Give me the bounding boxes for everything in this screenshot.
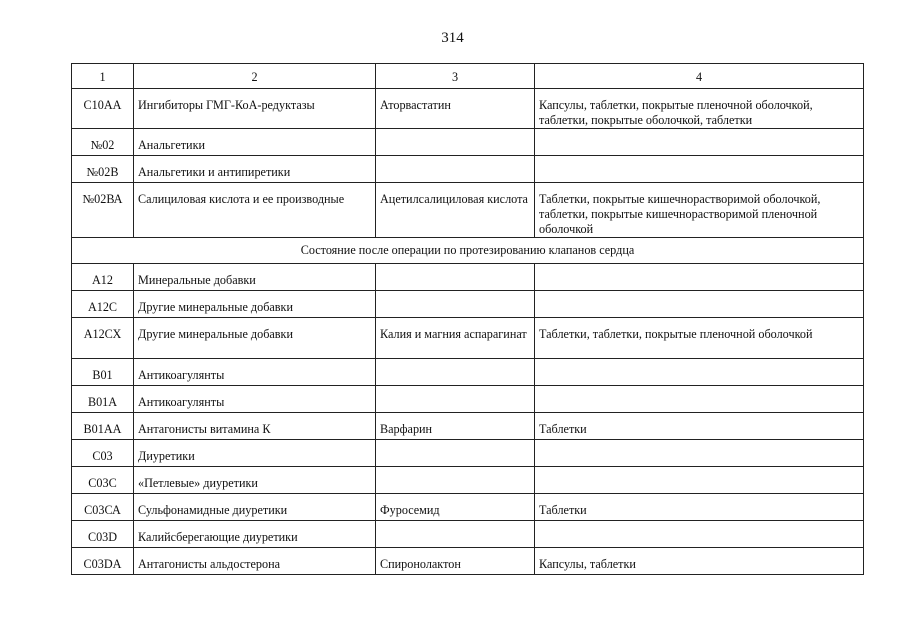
table-row bbox=[72, 183, 864, 238]
substance-cell bbox=[376, 521, 535, 548]
dosage-form-cell bbox=[535, 440, 864, 467]
dosage-form-cell bbox=[535, 156, 864, 183]
substance-cell bbox=[376, 359, 535, 386]
dosage-form-cell bbox=[535, 264, 864, 291]
atc-code-cell: В01 bbox=[72, 359, 134, 386]
group-name-cell: Анальгетики и антипиретики bbox=[134, 156, 376, 183]
group-name-cell: Диуретики bbox=[134, 440, 376, 467]
atc-code-cell: В01АА bbox=[72, 413, 134, 440]
substance-cell: Спиронолактон bbox=[376, 548, 535, 575]
dosage-form-cell bbox=[535, 291, 864, 318]
table-row bbox=[72, 291, 864, 318]
group-name-cell: Антикоагулянты bbox=[134, 359, 376, 386]
substance-cell bbox=[376, 156, 535, 183]
group-name-cell: Минеральные добавки bbox=[134, 264, 376, 291]
group-name-cell: Антагонисты витамина К bbox=[134, 413, 376, 440]
atc-code-cell: А12СХ bbox=[72, 318, 134, 359]
atc-code-cell: №02ВА bbox=[72, 183, 134, 238]
dosage-form-cell bbox=[535, 467, 864, 494]
group-name-cell: Анальгетики bbox=[134, 129, 376, 156]
dosage-form-cell bbox=[535, 386, 864, 413]
atc-code-cell: №02В bbox=[72, 156, 134, 183]
atc-code-cell: С03D bbox=[72, 521, 134, 548]
page-number: 314 bbox=[441, 30, 464, 46]
table-row bbox=[72, 521, 864, 548]
column-header-row bbox=[72, 64, 864, 89]
table-row bbox=[72, 359, 864, 386]
table-row bbox=[72, 129, 864, 156]
atc-code-cell: С03СА bbox=[72, 494, 134, 521]
dosage-form-cell: Таблетки bbox=[535, 494, 864, 521]
dosage-form-cell: Капсулы, таблетки, покрытые пленочной оболочкой, таблетки, покрытые оболочкой, таблетки bbox=[535, 89, 864, 129]
substance-cell: Фуросемид bbox=[376, 494, 535, 521]
table-row bbox=[72, 318, 864, 359]
dosage-form-cell: Капсулы, таблетки bbox=[535, 548, 864, 575]
column-header-2: 2 bbox=[134, 64, 376, 89]
substance-cell: Варфарин bbox=[376, 413, 535, 440]
column-header-3: 3 bbox=[376, 64, 535, 89]
substance-cell: Аторвастатин bbox=[376, 89, 535, 129]
group-name-cell: Ингибиторы ГМГ-КоА-редуктазы bbox=[134, 89, 376, 129]
table-row bbox=[72, 413, 864, 440]
atc-code-cell: А12 bbox=[72, 264, 134, 291]
medication-table bbox=[71, 63, 864, 575]
table-row bbox=[72, 440, 864, 467]
column-header-1: 1 bbox=[72, 64, 134, 89]
table-row bbox=[72, 494, 864, 521]
substance-cell: Калия и магния аспарагинат bbox=[376, 318, 535, 359]
table-row bbox=[72, 467, 864, 494]
group-name-cell: Антикоагулянты bbox=[134, 386, 376, 413]
group-name-cell: «Петлевые» диуретики bbox=[134, 467, 376, 494]
atc-code-cell: C10AA bbox=[72, 89, 134, 129]
section-row bbox=[72, 238, 864, 264]
table-row bbox=[72, 156, 864, 183]
substance-cell bbox=[376, 386, 535, 413]
atc-code-cell: А12С bbox=[72, 291, 134, 318]
table-row bbox=[72, 386, 864, 413]
table-row bbox=[72, 548, 864, 575]
substance-cell bbox=[376, 129, 535, 156]
atc-code-cell: С03 bbox=[72, 440, 134, 467]
table-row bbox=[72, 264, 864, 291]
atc-code-cell: В01А bbox=[72, 386, 134, 413]
atc-code-cell: №02 bbox=[72, 129, 134, 156]
group-name-cell: Сульфонамидные диуретики bbox=[134, 494, 376, 521]
group-name-cell: Антагонисты альдостерона bbox=[134, 548, 376, 575]
dosage-form-cell bbox=[535, 359, 864, 386]
dosage-form-cell bbox=[535, 129, 864, 156]
group-name-cell: Другие минеральные добавки bbox=[134, 291, 376, 318]
group-name-cell: Салициловая кислота и ее производные bbox=[134, 183, 376, 238]
section-title: Состояние после операции по протезированию клапанов сердца bbox=[72, 238, 864, 264]
substance-cell bbox=[376, 467, 535, 494]
substance-cell bbox=[376, 291, 535, 318]
group-name-cell: Другие минеральные добавки bbox=[134, 318, 376, 359]
substance-cell bbox=[376, 440, 535, 467]
substance-cell bbox=[376, 264, 535, 291]
atc-code-cell: С03С bbox=[72, 467, 134, 494]
substance-cell: Ацетилсалициловая кислота bbox=[376, 183, 535, 238]
column-header-4: 4 bbox=[535, 64, 864, 89]
dosage-form-cell: Таблетки bbox=[535, 413, 864, 440]
dosage-form-cell bbox=[535, 521, 864, 548]
dosage-form-cell: Таблетки, таблетки, покрытые пленочной оболочкой bbox=[535, 318, 864, 359]
table-row bbox=[72, 89, 864, 129]
group-name-cell: Калийсберегающие диуретики bbox=[134, 521, 376, 548]
dosage-form-cell: Таблетки, покрытые кишечнорастворимой оболочкой, таблетки, покрытые кишечнорастворимой пленочной оболочкой bbox=[535, 183, 864, 238]
table-body bbox=[72, 64, 864, 575]
atc-code-cell: С03DA bbox=[72, 548, 134, 575]
